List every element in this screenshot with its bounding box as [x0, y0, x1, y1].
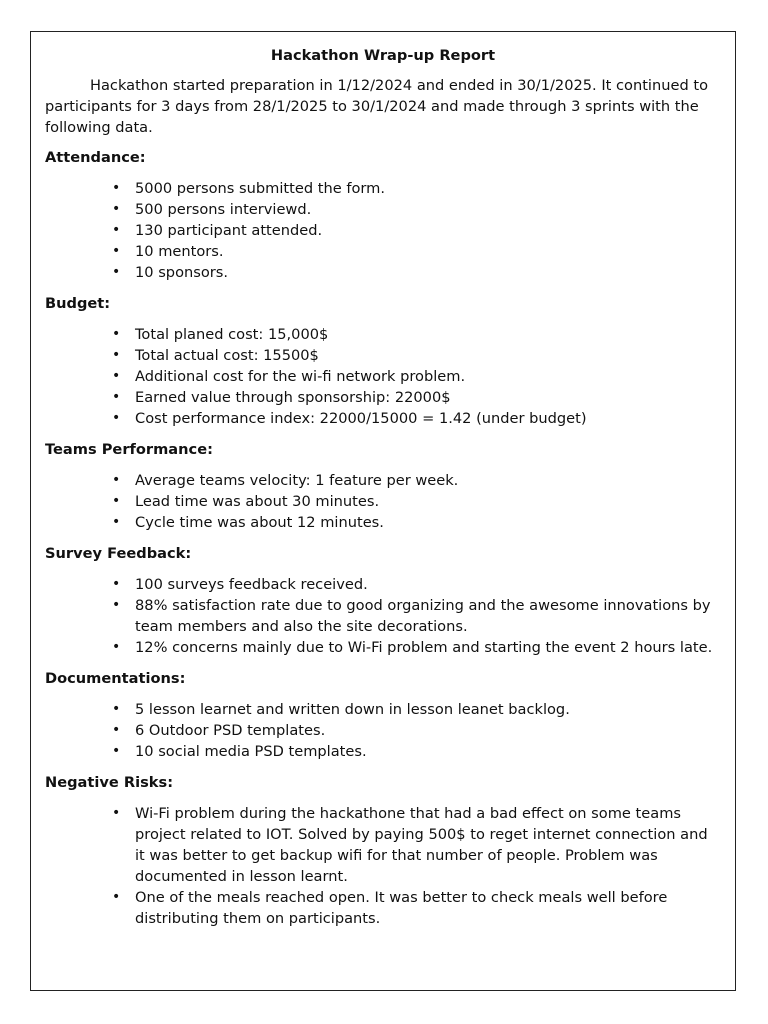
- bullet-icon: •: [112, 701, 121, 717]
- report-page: [30, 31, 736, 991]
- list-item-text: 10 mentors.: [135, 243, 224, 260]
- bullet-list: [45, 699, 721, 762]
- list-item-text: 6 Outdoor PSD templates.: [135, 722, 326, 739]
- list-item: [45, 720, 721, 741]
- list-item-text: Additional cost for the wi-fi network problem.: [135, 368, 466, 385]
- bullet-icon: •: [112, 368, 121, 384]
- bullet-list: [45, 803, 721, 929]
- list-item: [45, 199, 721, 220]
- list-item: [45, 741, 721, 762]
- bullet-icon: •: [112, 180, 121, 196]
- section-heading: Negative Risks:: [45, 774, 174, 791]
- list-item-text: 10 sponsors.: [135, 264, 229, 281]
- bullet-icon: •: [112, 347, 121, 363]
- list-item-text: 5 lesson learnet and written down in lesson leanet backlog.: [135, 701, 570, 718]
- list-item: [45, 512, 721, 533]
- report-title: Hackathon Wrap-up Report: [270, 47, 496, 64]
- list-item: [45, 324, 721, 345]
- section-heading: Attendance:: [45, 149, 146, 166]
- bullet-icon: •: [112, 243, 121, 259]
- bullet-icon: •: [112, 514, 121, 530]
- bullet-list: [45, 574, 721, 658]
- list-item: [45, 637, 721, 658]
- list-item: [45, 408, 721, 429]
- bullet-icon: •: [112, 389, 121, 405]
- bullet-icon: •: [112, 805, 121, 821]
- list-item: [45, 220, 721, 241]
- bullet-icon: •: [112, 222, 121, 238]
- list-item: [45, 387, 721, 408]
- report-sections: [45, 147, 721, 929]
- list-item: [45, 345, 721, 366]
- list-item: [45, 262, 721, 283]
- bullet-list: [45, 178, 721, 283]
- bullet-icon: •: [112, 639, 121, 655]
- list-item-text: Wi-Fi problem during the hackathone that had a bad effect on some teams project related to IOT. Solved by paying 500$ to reget internet connection and it was better to get backup wifi for that number of people. Problem was documented in lesson learnt.: [135, 805, 708, 885]
- list-item: [45, 241, 721, 262]
- bullet-icon: •: [112, 493, 121, 509]
- list-item: [45, 803, 721, 887]
- bullet-icon: •: [112, 576, 121, 592]
- list-item-text: 130 participant attended.: [135, 222, 323, 239]
- list-item: [45, 366, 721, 387]
- list-item: [45, 699, 721, 720]
- list-item-text: 88% satisfaction rate due to good organizing and the awesome innovations by team members and also the site decorations.: [135, 597, 711, 635]
- bullet-icon: •: [112, 472, 121, 488]
- list-item: [45, 887, 721, 929]
- section-heading: Budget:: [45, 295, 111, 312]
- bullet-icon: •: [112, 201, 121, 217]
- list-item-text: Cycle time was about 12 minutes.: [135, 514, 384, 531]
- list-item-text: 500 persons interviewd.: [135, 201, 312, 218]
- bullet-icon: •: [112, 264, 121, 280]
- list-item-text: Total planed cost: 15,000$: [135, 326, 329, 343]
- bullet-icon: •: [112, 743, 121, 759]
- section-heading: Documentations:: [45, 670, 186, 687]
- section-heading: Survey Feedback:: [45, 545, 192, 562]
- list-item: [45, 491, 721, 512]
- bullet-list: [45, 470, 721, 533]
- bullet-icon: •: [112, 326, 121, 342]
- intro-paragraph: Hackathon started preparation in 1/12/2024 and ended in 30/1/2025. It continued to participants for 3 days from 28/1/2025 to 30/1/2024 and made through 3 sprints with the following data.: [45, 77, 709, 136]
- list-item: [45, 595, 721, 637]
- list-item-text: Lead time was about 30 minutes.: [135, 493, 380, 510]
- bullet-icon: •: [112, 597, 121, 613]
- bullet-list: [45, 324, 721, 429]
- list-item-text: 12% concerns mainly due to Wi-Fi problem and starting the event 2 hours late.: [135, 639, 713, 656]
- list-item-text: 100 surveys feedback received.: [135, 576, 368, 593]
- bullet-icon: •: [112, 889, 121, 905]
- list-item: [45, 470, 721, 491]
- bullet-icon: •: [112, 722, 121, 738]
- list-item-text: 10 social media PSD templates.: [135, 743, 367, 760]
- list-item: [45, 574, 721, 595]
- list-item-text: One of the meals reached open. It was better to check meals well before distributing them on participants.: [135, 889, 668, 927]
- list-item-text: Average teams velocity: 1 feature per week.: [135, 472, 459, 489]
- bullet-icon: •: [112, 410, 121, 426]
- list-item: [45, 178, 721, 199]
- section-heading: Teams Performance:: [45, 441, 213, 458]
- list-item-text: Earned value through sponsorship: 22000$: [135, 389, 451, 406]
- list-item-text: Total actual cost: 15500$: [135, 347, 319, 364]
- list-item-text: 5000 persons submitted the form.: [135, 180, 386, 197]
- list-item-text: Cost performance index: 22000/15000 = 1.42 (under budget): [135, 410, 587, 427]
